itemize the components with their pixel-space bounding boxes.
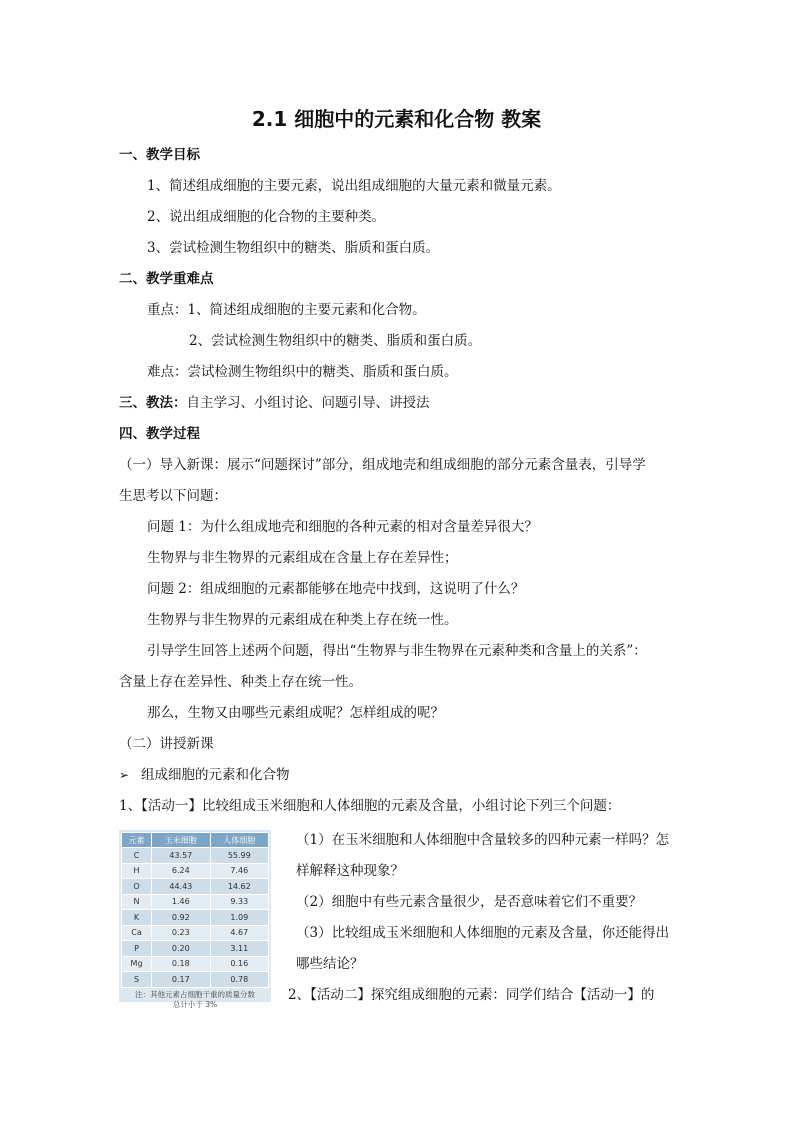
table-cell: 0.18 xyxy=(152,956,210,972)
table-row xyxy=(122,894,269,910)
table-cell: 44.43 xyxy=(152,879,210,895)
bullet-text: 组成细胞的元素和化合物 xyxy=(141,767,290,783)
table-cell: Mg xyxy=(122,956,152,972)
table-cell: H xyxy=(122,863,152,879)
bullet-item xyxy=(119,765,290,785)
table-cell: 0.16 xyxy=(210,956,268,972)
table-cell: 0.17 xyxy=(152,972,210,988)
table-cell: 7.46 xyxy=(210,863,268,879)
question-a-line-2: 样解释这种现象？ xyxy=(296,863,404,879)
question-c-line-1: （3）比较组成玉米细胞和人体细胞的元素及含量，你还能得出 xyxy=(296,925,670,941)
table-cell: K xyxy=(122,910,152,926)
element-content-table xyxy=(121,832,269,988)
answer-1: 生物界与非生物界的元素组成在含量上存在差异性； xyxy=(147,550,458,566)
table-header-row xyxy=(122,833,269,848)
intro-line-1: （一）导入新课：展示“问题探讨”部分，组成地壳和组成细胞的部分元素含量表，引导学 xyxy=(119,457,646,473)
question-1: 问题 1：为什么组成地壳和细胞的各种元素的相对含量差异很大？ xyxy=(147,519,538,535)
table-cell: 6.24 xyxy=(152,863,210,879)
table-row xyxy=(122,925,269,941)
table-row xyxy=(122,910,269,926)
table-cell: 9.33 xyxy=(210,894,268,910)
table-row xyxy=(122,863,269,879)
answer-2: 生物界与非生物界的元素组成在种类上存在统一性。 xyxy=(147,612,458,628)
intro-line-2: 生思考以下问题： xyxy=(119,488,227,504)
arrow-bullet-icon: ➢ xyxy=(119,768,130,782)
table-cell: 0.23 xyxy=(152,925,210,941)
table-cell: Ca xyxy=(122,925,152,941)
section3-content: 自主学习、小组讨论、问题引导、讲授法 xyxy=(186,395,430,411)
objective-item-3: 3、尝试检测生物组织中的糖类、脂质和蛋白质。 xyxy=(147,240,440,256)
table-cell: 0.78 xyxy=(210,972,268,988)
table-row xyxy=(122,848,269,864)
table-row xyxy=(122,879,269,895)
section4-heading: 四、教学过程 xyxy=(119,426,200,442)
table-header-cell: 人体细胞 xyxy=(210,833,268,848)
table-cell: O xyxy=(122,879,152,895)
key-point-2: 2、尝试检测生物组织中的糖类、脂质和蛋白质。 xyxy=(189,333,482,349)
key-point-1: 重点：1、简述组成细胞的主要元素和化合物。 xyxy=(147,302,426,318)
table-row xyxy=(122,941,269,957)
table-note xyxy=(119,990,271,1010)
table-header-cell: 玉米细胞 xyxy=(152,833,210,848)
table-note-line-2: 总计小于 3% xyxy=(172,999,218,1009)
question-2: 问题 2：组成细胞的元素都能够在地壳中找到，这说明了什么？ xyxy=(147,581,525,597)
table-cell: N xyxy=(122,894,152,910)
section2-heading: 二、教学重难点 xyxy=(119,271,214,287)
table-note-line-1: 注：其他元素占细胞干重的质量分数 xyxy=(135,989,255,999)
table-cell: 14.62 xyxy=(210,879,268,895)
table-cell: 1.46 xyxy=(152,894,210,910)
table-row xyxy=(122,956,269,972)
document-title: 2.1 细胞中的元素和化合物 教案 xyxy=(251,107,542,131)
table-header-cell: 元素 xyxy=(122,833,152,848)
section1-heading: 一、教学目标 xyxy=(119,147,200,163)
difficulty-point: 难点：尝试检测生物组织中的糖类、脂质和蛋白质。 xyxy=(147,364,458,380)
table-cell: S xyxy=(122,972,152,988)
part2-heading: （二）讲授新课 xyxy=(119,736,214,752)
activity-1-line: 1、【活动一】比较组成玉米细胞和人体细胞的元素及含量，小组讨论下列三个问题： xyxy=(119,798,621,814)
table-cell: P xyxy=(122,941,152,957)
table-cell: 43.57 xyxy=(152,848,210,864)
table-cell: 0.92 xyxy=(152,910,210,926)
table-cell: 0.20 xyxy=(152,941,210,957)
transition-question: 那么，生物又由哪些元素组成呢？怎样组成的呢？ xyxy=(147,705,444,721)
table-cell: 1.09 xyxy=(210,910,268,926)
question-b: （2）细胞中有些元素含量很少，是否意味着它们不重要？ xyxy=(296,894,643,910)
objective-item-2: 2、说出组成细胞的化合物的主要种类。 xyxy=(147,209,386,225)
guide-line-2: 含量上存在差异性、种类上存在统一性。 xyxy=(119,674,362,690)
table-cell: C xyxy=(122,848,152,864)
question-c-line-2: 哪些结论？ xyxy=(296,956,364,972)
table-cell: 3.11 xyxy=(210,941,268,957)
table-row xyxy=(122,972,269,988)
section3-heading: 三、教法： xyxy=(119,395,187,411)
guide-line-1: 引导学生回答上述两个问题，得出“生物界与非生物界在元素种类和含量上的关系”： xyxy=(147,643,647,659)
table-cell: 4.67 xyxy=(210,925,268,941)
section3-line xyxy=(119,393,430,413)
table-cell: 55.99 xyxy=(210,848,268,864)
element-content-table-image xyxy=(119,830,271,1009)
activity-2-line: 2、【活动二】探究组成细胞的元素：同学们结合【活动一】的 xyxy=(288,987,655,1003)
question-a-line-1: （1）在玉米细胞和人体细胞中含量较多的四种元素一样吗？怎 xyxy=(296,832,670,848)
objective-item-1: 1、简述组成细胞的主要元素，说出组成细胞的大量元素和微量元素。 xyxy=(147,178,561,194)
